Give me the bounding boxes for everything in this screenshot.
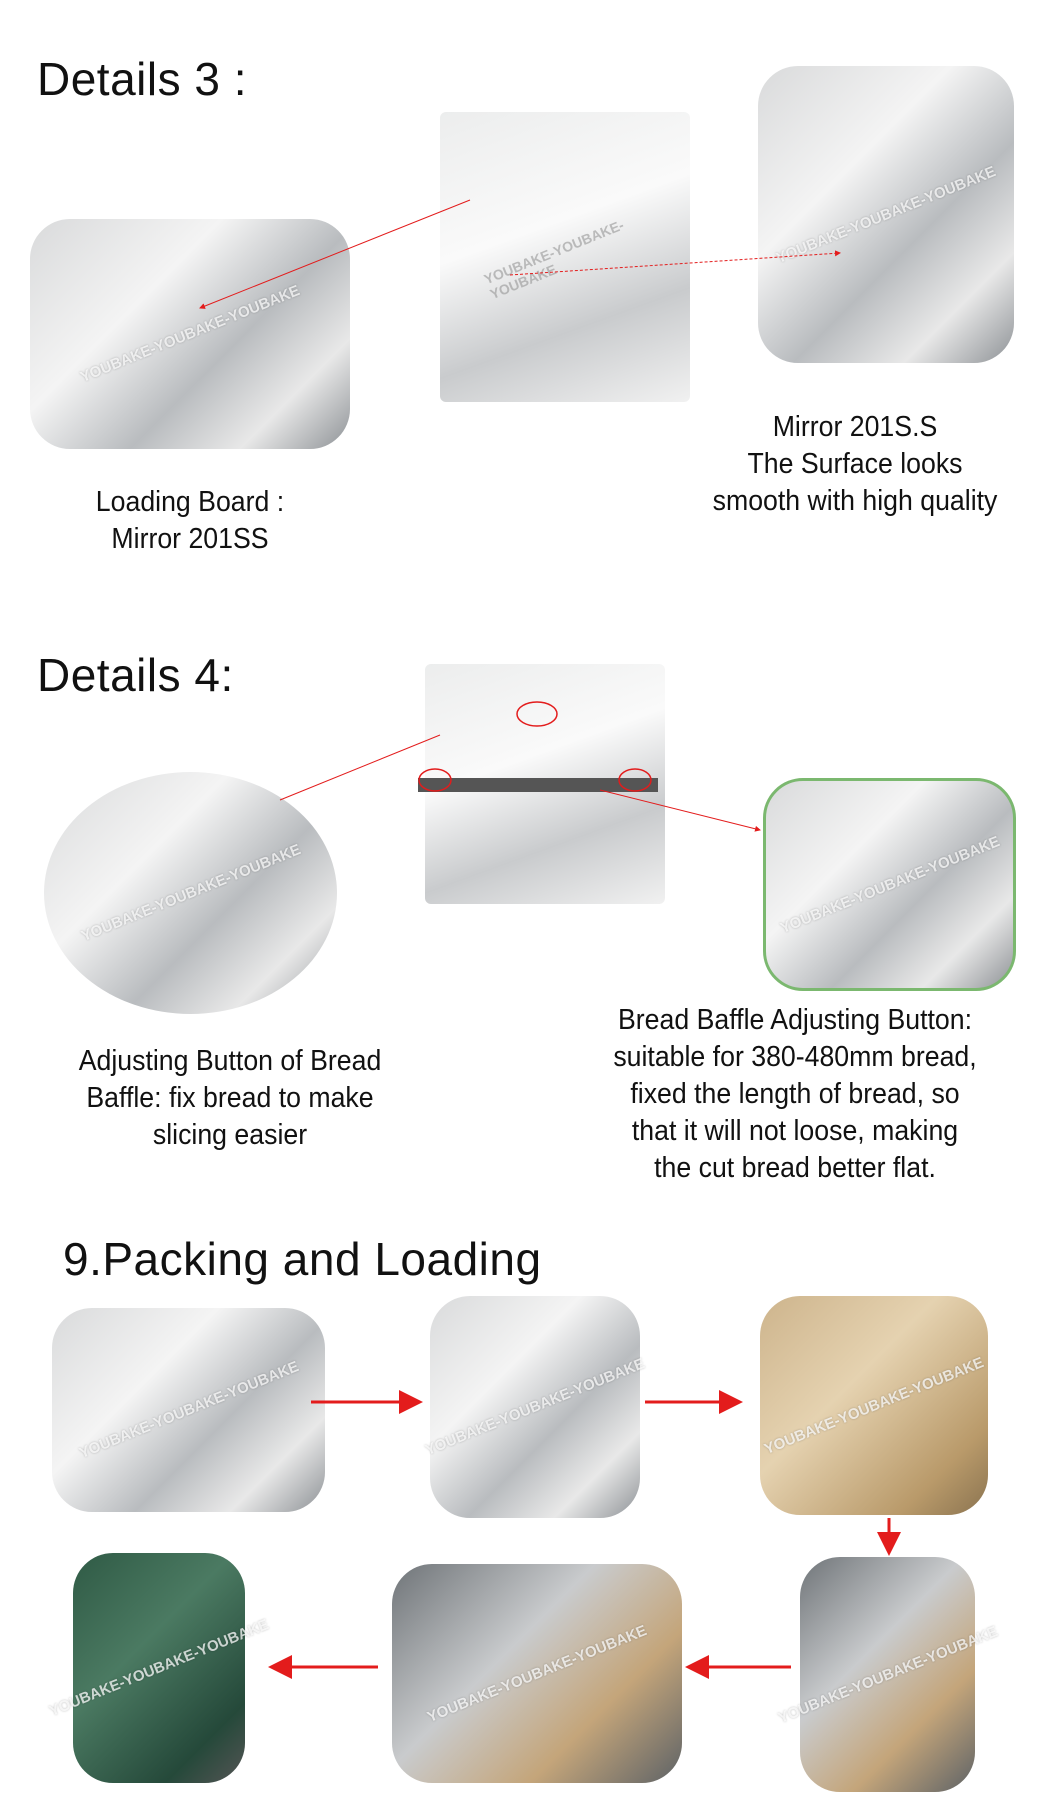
watermark: YOUBAKE-YOUBAKE-YOUBAKE: [761, 1353, 987, 1458]
watermark: YOUBAKE-YOUBAKE-YOUBAKE: [46, 1616, 272, 1720]
watermark: YOUBAKE-YOUBAKE-YOUBAKE: [481, 216, 627, 303]
pointer-line: [600, 790, 760, 830]
baffle-adjusting-caption: Bread Baffle Adjusting Button: suitable for 380-480mm bread, fixed the length of bread, so that it will not loose, making the cut bread better flat.: [613, 1004, 977, 1184]
adjusting-button-caption: Adjusting Button of Bread Baffle: fix bread to make slicing easier: [78, 1045, 382, 1151]
details-3-title: Details 3 :: [37, 53, 248, 105]
watermark: YOUBAKE-YOUBAKE-YOUBAKE: [422, 1355, 648, 1459]
pointer-line: [280, 735, 440, 800]
pointer-line: [200, 200, 470, 308]
mirror-surface-caption: Mirror 201S.S The Surface looks smooth with high quality: [712, 411, 998, 517]
watermark: YOUBAKE-YOUBAKE-YOUBAKE: [77, 282, 303, 386]
watermark: YOUBAKE-YOUBAKE-YOUBAKE: [777, 832, 1002, 937]
watermark: YOUBAKE-YOUBAKE-YOUBAKE: [424, 1621, 650, 1726]
details-4-title: Details 4:: [37, 649, 234, 701]
packing-title: 9.Packing and Loading: [63, 1233, 542, 1285]
watermark: YOUBAKE-YOUBAKE-YOUBAKE: [773, 162, 999, 267]
highlight-circle: [419, 769, 451, 791]
watermark: YOUBAKE-YOUBAKE-YOUBAKE: [78, 841, 303, 945]
highlight-circle: [517, 702, 557, 726]
highlight-circle: [619, 769, 651, 791]
pointer-line: [510, 253, 840, 275]
watermark: YOUBAKE-YOUBAKE-YOUBAKE: [775, 1622, 1000, 1727]
watermark: YOUBAKE-YOUBAKE-YOUBAKE: [76, 1358, 301, 1462]
loading-board-caption: Loading Board : Mirror 201SS: [95, 486, 285, 555]
